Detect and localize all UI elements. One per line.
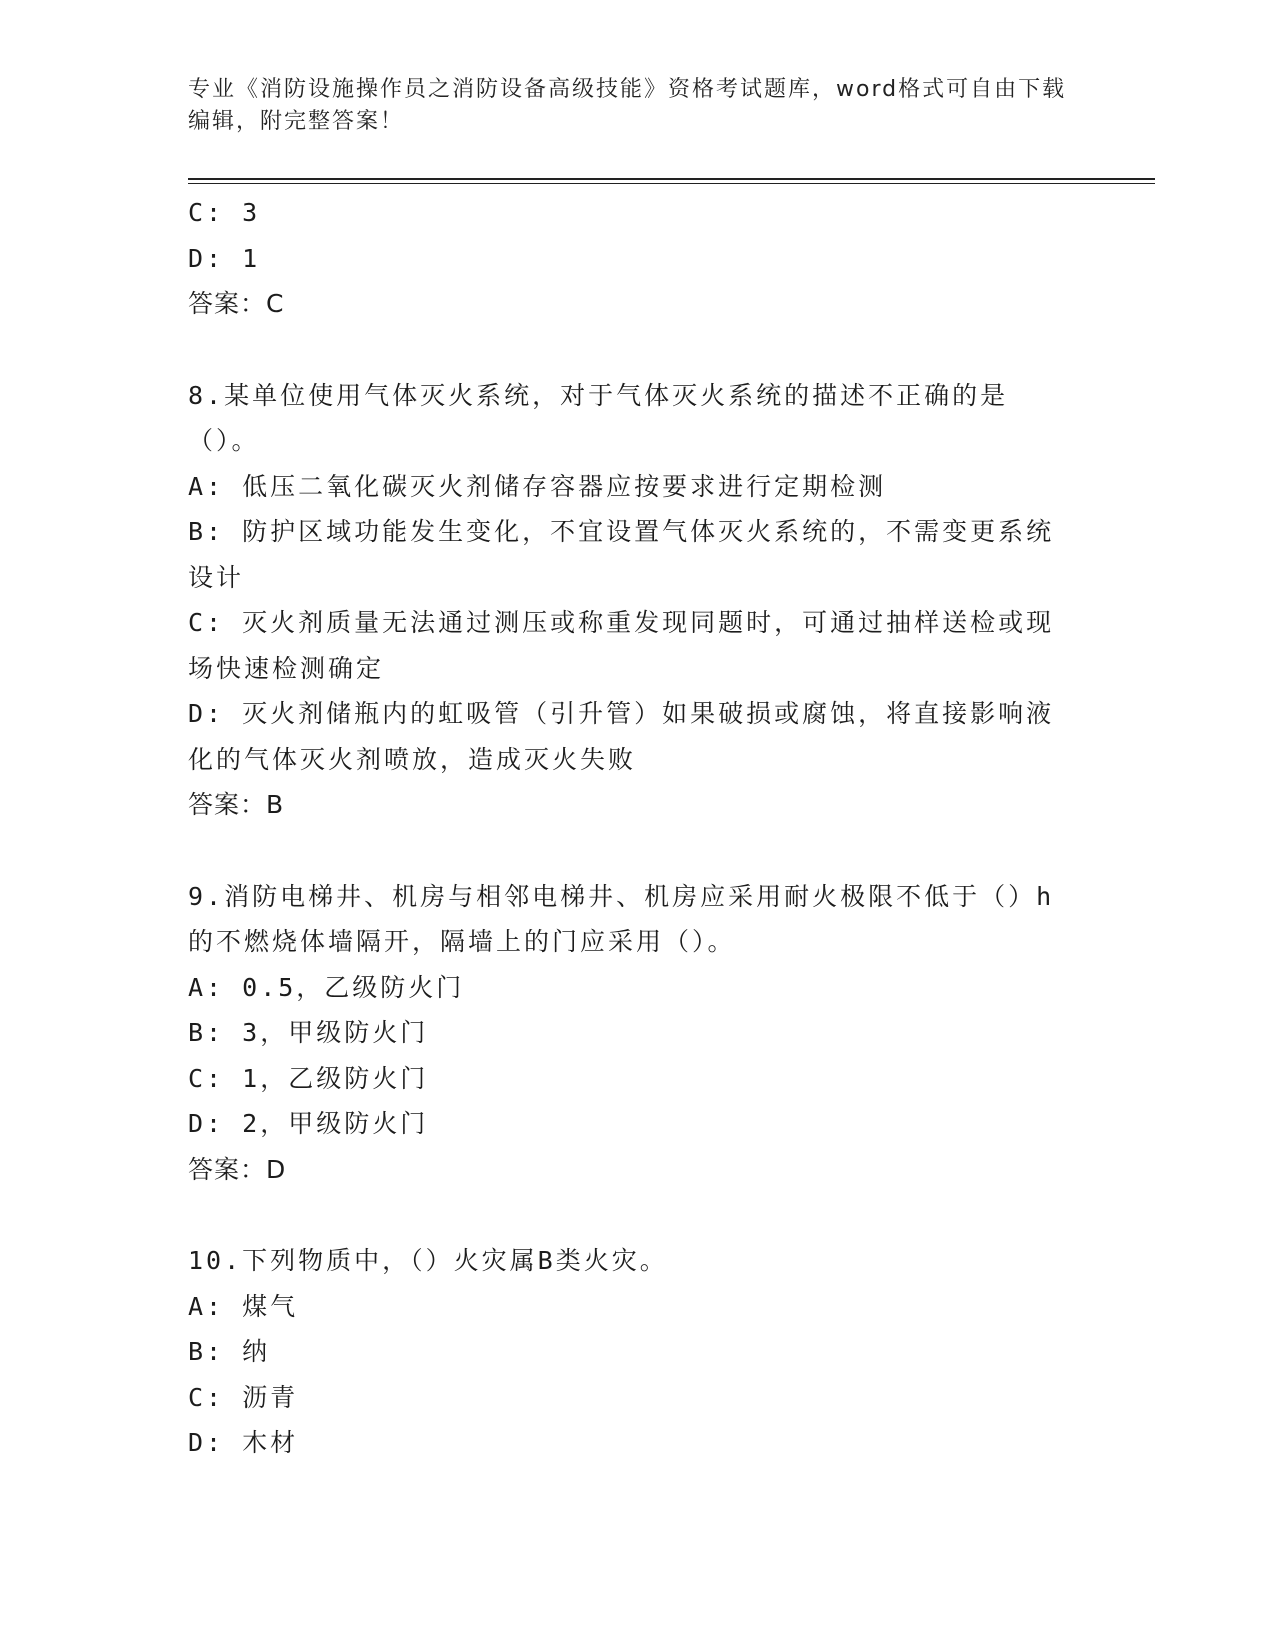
question-9 [188,874,1068,1193]
option-b: B: 防护区域功能发生变化，不宜设置气体灭火系统的，不需变更系统设计 [188,517,1055,592]
page-header: 专业《消防设施操作员之消防设备高级技能》资格考试题库，word格式可自由下载编辑，附完整答案！ [188,77,1067,134]
spacer [188,1192,1068,1238]
option-a: A: 煤气 [188,1291,299,1321]
option-d: D: 木材 [188,1428,299,1457]
spacer [188,828,1068,874]
option-b: B: 3，甲级防火门 [188,1018,429,1047]
option-d: D: 灭火剂储瓶内的虹吸管（引升管）如果破损或腐蚀，将直接影响液化的气体灭火剂喷放，造成灭火失败 [188,699,1055,774]
option-d: D: 2，甲级防火门 [188,1109,429,1138]
header-rule-thick [188,178,1155,180]
question-10 [188,1238,1068,1466]
option-a: A: 低压二氧化碳灭火剂储存容器应按要求进行定期检测 [188,471,887,501]
answer-line: 答案：C [188,289,285,318]
answer-line: 答案：B [188,790,285,819]
question-stem: 8.某单位使用气体灭火系统，对于气体灭火系统的描述不正确的是（）。 [188,380,1009,455]
option-b: B: 纳 [188,1337,271,1366]
question-stem: 9.消防电梯井、机房与相邻电梯井、机房应采用耐火极限不低于（）h的不燃烧体墙隔开，隔墙上的门应采用（）。 [188,881,1055,956]
option-d: D: 1 [188,243,261,273]
spacer [188,327,1068,373]
question-content [188,190,1068,1466]
answer-line: 答案：D [188,1154,287,1184]
option-a: A: 0.5，乙级防火门 [188,972,465,1002]
option-c: C: 灭火剂质量无法通过测压或称重发现同题时，可通过抽样送检或现场快速检测确定 [188,608,1055,683]
option-c: C: 沥青 [188,1382,299,1412]
option-c: C: 1，乙级防火门 [188,1063,429,1093]
question-8 [188,373,1068,828]
header-rule-thin [188,183,1155,184]
prev-question-tail [188,190,1068,327]
question-stem: 10.下列物质中，（）火灾属B类火灾。 [188,1246,668,1275]
option-c: C: 3 [188,198,261,227]
